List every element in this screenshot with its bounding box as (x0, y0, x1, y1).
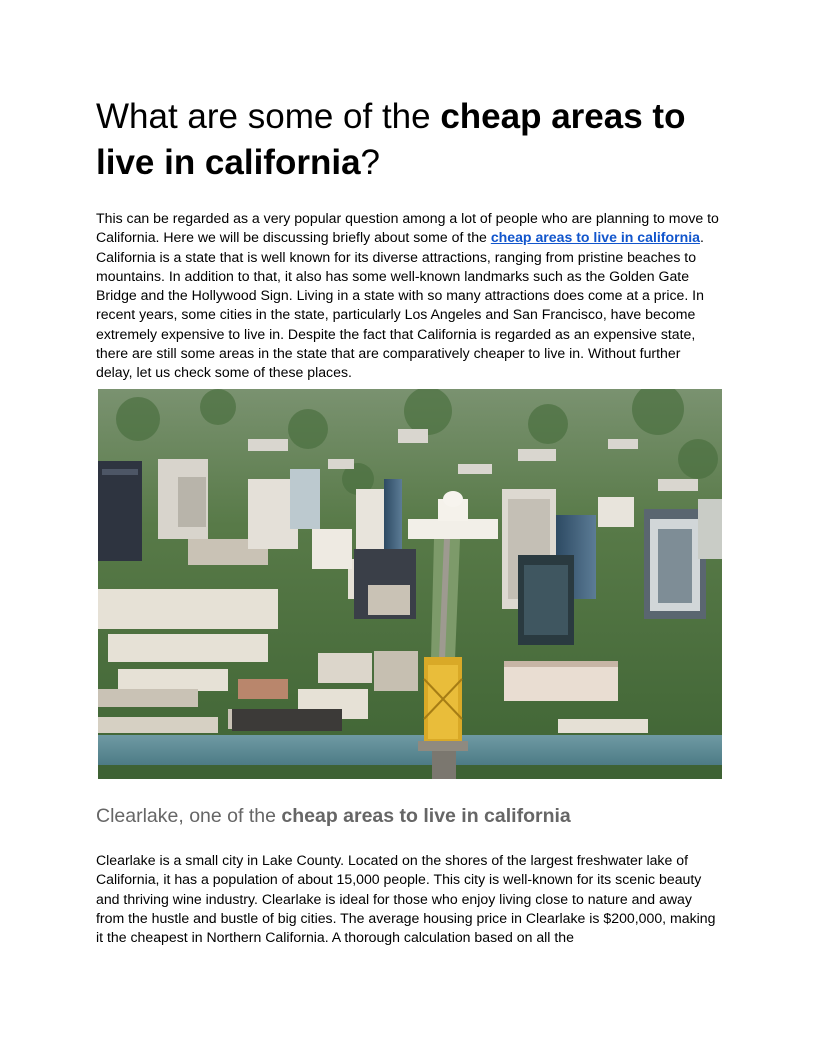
subheading-prefix: Clearlake, one of the (96, 805, 282, 827)
clearlake-paragraph: Clearlake is a small city in Lake County. Located on the shores of the largest freshwater lake of California, it has a population of about 15,000 people. This city is well-known for its scenic beauty and thriving wine industry. Clearlake is ideal for those who enjoy living close to nature and away from the hustle and bustle of big cities. The average housing price in Clearlake is $200,000, making it the cheapest in Northern California. A thorough calculation based on all the (96, 852, 716, 946)
city-aerial-image (98, 389, 722, 779)
title-suffix: ? (360, 143, 381, 182)
intro-paragraph (96, 209, 720, 383)
clearlake-heading (96, 803, 720, 829)
title-bold: cheap areas to live in california (96, 97, 686, 182)
subheading-bold: cheap areas to live in california (281, 805, 571, 827)
title-prefix: What are some of the (96, 97, 441, 136)
intro-text-end: . California is a state that is well known for its diverse attractions, ranging from pristine beaches to mountains. In addition to that, it also has some well-known landmarks such as the Golden Gate Bridge and the Hollywood Sign. Living in a state with so many attractions does come at a price. In recent years, some cities in the state, particularly Los Angeles and San Francisco, have become extremely expensive to live in. Despite the fact that California is regarded as an expensive state, there are still some areas in the state that are comparatively cheaper to live in. Without further delay, let us check some of these places. (96, 229, 704, 381)
cheap-areas-link[interactable]: cheap areas to live in california (490, 229, 700, 246)
page-title (96, 94, 720, 186)
intro-text-start: This can be regarded as a very popular question among a lot of people who are planning to move to California. Here we will be discussing briefly about some of the (96, 210, 719, 246)
